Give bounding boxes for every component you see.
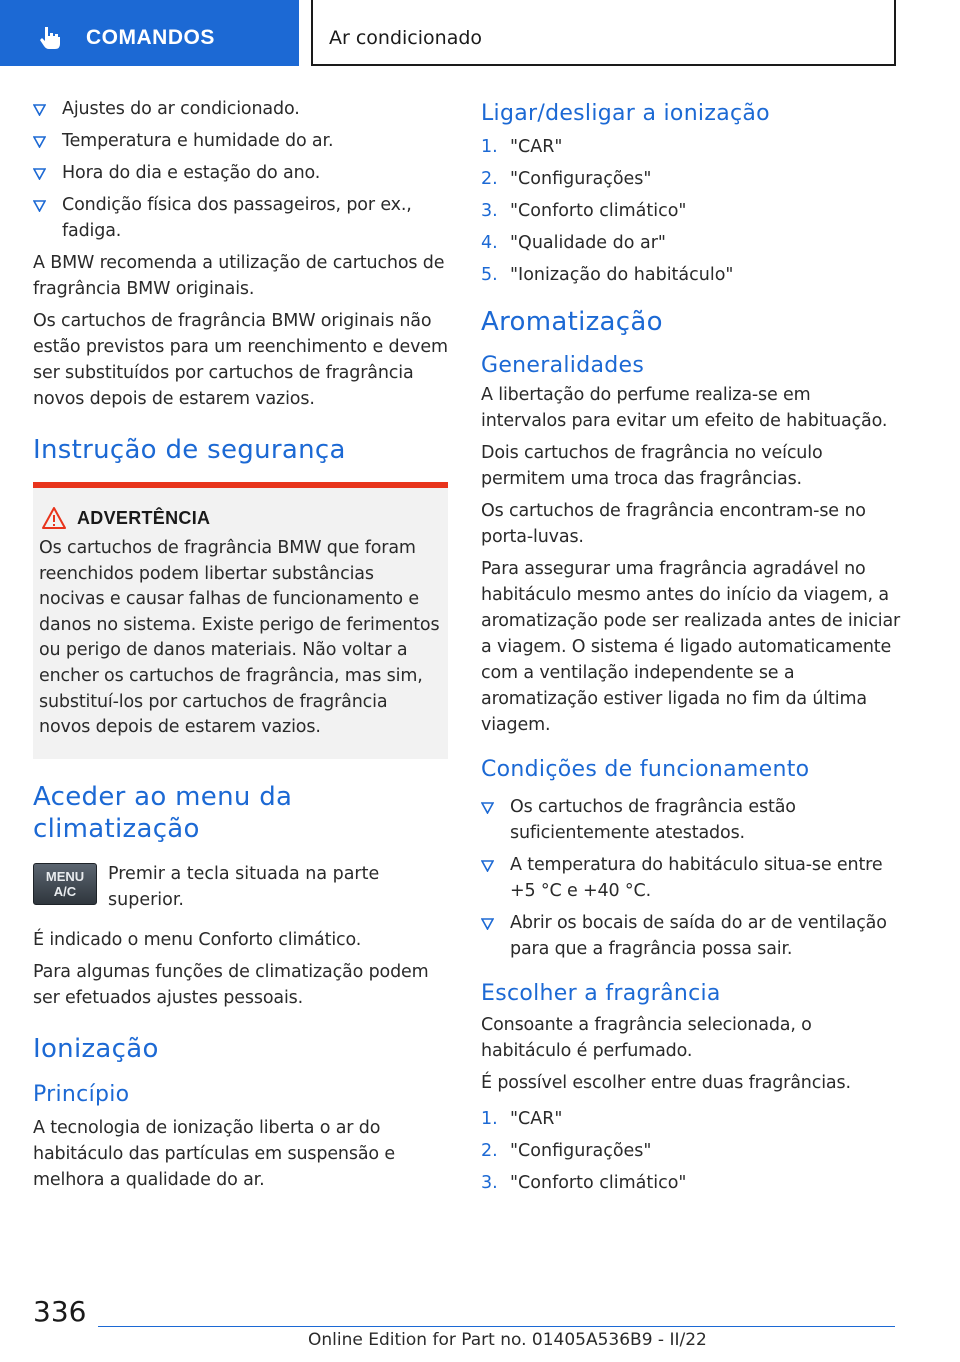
paragraph: É indicado o menu Conforto climático. (33, 929, 362, 950)
step-item: 5. "Ionização do habitáculo" (481, 265, 734, 285)
left-column (33, 96, 448, 1199)
section-tab (0, 0, 299, 66)
triangle-bullet-icon (481, 802, 494, 814)
triangle-bullet-icon (33, 168, 46, 180)
heading-principle: Princípio (33, 1081, 130, 1107)
menu-instruction-text: Premir a tecla situada na parte superior. (108, 863, 380, 910)
triangle-bullet-icon (33, 136, 46, 148)
list-item: Hora do dia e estação do ano. (33, 160, 448, 186)
step-item: 2. "Configurações" (481, 1141, 652, 1161)
heading-choose: Escolher a fragrância (481, 981, 721, 1006)
list-item: Temperatura e humidade do ar. (33, 128, 448, 154)
factors-list (33, 96, 448, 244)
warning-triangle-icon (41, 506, 67, 530)
heading-ion-toggle: Ligar/desligar a ionização (481, 101, 770, 126)
heading-conditions: Condições de funcionamento (481, 757, 810, 782)
paragraph: Dois cartuchos de fragrância no veículo permitem uma troca das fragrâncias. (481, 443, 823, 489)
triangle-bullet-icon (481, 918, 494, 930)
right-column (481, 96, 901, 1202)
heading-general: Generalidades (481, 353, 645, 378)
step-item: 3. "Conforto climático" (481, 1173, 687, 1193)
list-item: Abrir os bocais de saída do ar de ventilação para que a fragrância possa sair. (481, 910, 901, 962)
ion-steps (481, 134, 901, 288)
heading-menu: Aceder ao menu da climatização (33, 781, 293, 844)
fragrance-steps (481, 1106, 901, 1196)
menu-ac-button-icon: MENU A/C (33, 863, 97, 905)
step-item: 1. "CAR" (481, 137, 563, 157)
paragraph: Para algumas funções de climatização podem ser efetuados ajustes pessoais. (33, 961, 429, 1008)
step-item: 2. "Configurações" (481, 169, 652, 189)
warning-text: Os cartuchos de fragrância BMW que foram reenchidos podem libertar substâncias nocivas e causar falhas de funcionamento e danos no sistema. Existe perigo de ferimentos ou perigo de danos materiais. Não voltar a encher os cartuchos de fragrância, mas sim, substituí-los por cartuchos de fragrância novos depois de estarem vazios. (39, 538, 440, 738)
warning-box (33, 482, 448, 759)
section-label: COMANDOS (86, 26, 215, 49)
list-item: Condição física dos passageiros, por ex., fadiga. (33, 192, 448, 244)
step-item: 4. "Qualidade do ar" (481, 233, 666, 253)
menu-instruction (33, 861, 448, 913)
warning-label: ADVERTÊNCIA (77, 507, 211, 528)
paragraph: A libertação do perfume realiza-se em intervalos para evitar um efeito de habituação. (481, 385, 888, 431)
page-number: 336 (33, 1295, 87, 1328)
paragraph: Consoante a fragrância selecionada, o habitáculo é perfumado. (481, 1015, 812, 1061)
footer-divider (98, 1326, 895, 1327)
step-item: 3. "Conforto climático" (481, 201, 687, 221)
conditions-list (481, 794, 901, 962)
list-item: Ajustes do ar condicionado. (33, 96, 448, 122)
heading-safety: Instrução de segurança (33, 435, 346, 465)
list-item: A temperatura do habitáculo situa-se entre +5 °C e +40 °C. (481, 852, 901, 904)
paragraph: Os cartuchos de fragrância BMW originais não estão previstos para um reenchimento e devem ser substituídos por cartuchos de fragrância novos depois de estarem vazios. (33, 311, 448, 409)
heading-ionization: Ionização (33, 1033, 159, 1064)
triangle-bullet-icon (33, 104, 46, 116)
paragraph: Para assegurar uma fragrância agradável no habitáculo mesmo antes do início da viagem, a aromatização pode ser realizada antes de iniciar a viagem. O sistema é ligado automaticamente com a ventilação independente se a aromatização estiver ligada no fim da última viagem. (481, 559, 901, 735)
chapter-header (311, 0, 896, 66)
paragraph: A BMW recomenda a utilização de cartuchos de fragrância BMW originais. (33, 253, 445, 299)
list-item: Os cartuchos de fragrância estão suficientemente atestados. (481, 794, 901, 846)
paragraph: A tecnologia de ionização liberta o ar do habitáculo das partículas em suspensão e melhora a qualidade do ar. (33, 1117, 396, 1190)
triangle-bullet-icon (33, 200, 46, 212)
paragraph: É possível escolher entre duas fragrâncias. (481, 1073, 851, 1093)
chapter-title: Ar condicionado (329, 27, 483, 49)
paragraph: Os cartuchos de fragrância encontram-se no porta-luvas. (481, 501, 866, 547)
triangle-bullet-icon (481, 860, 494, 872)
edition-text: Online Edition for Part no. 01405A536B9 - II/22 (308, 1330, 707, 1350)
step-item: 1. "CAR" (481, 1109, 563, 1129)
heading-aroma: Aromatização (481, 307, 663, 337)
hand-pointer-icon (38, 24, 64, 50)
